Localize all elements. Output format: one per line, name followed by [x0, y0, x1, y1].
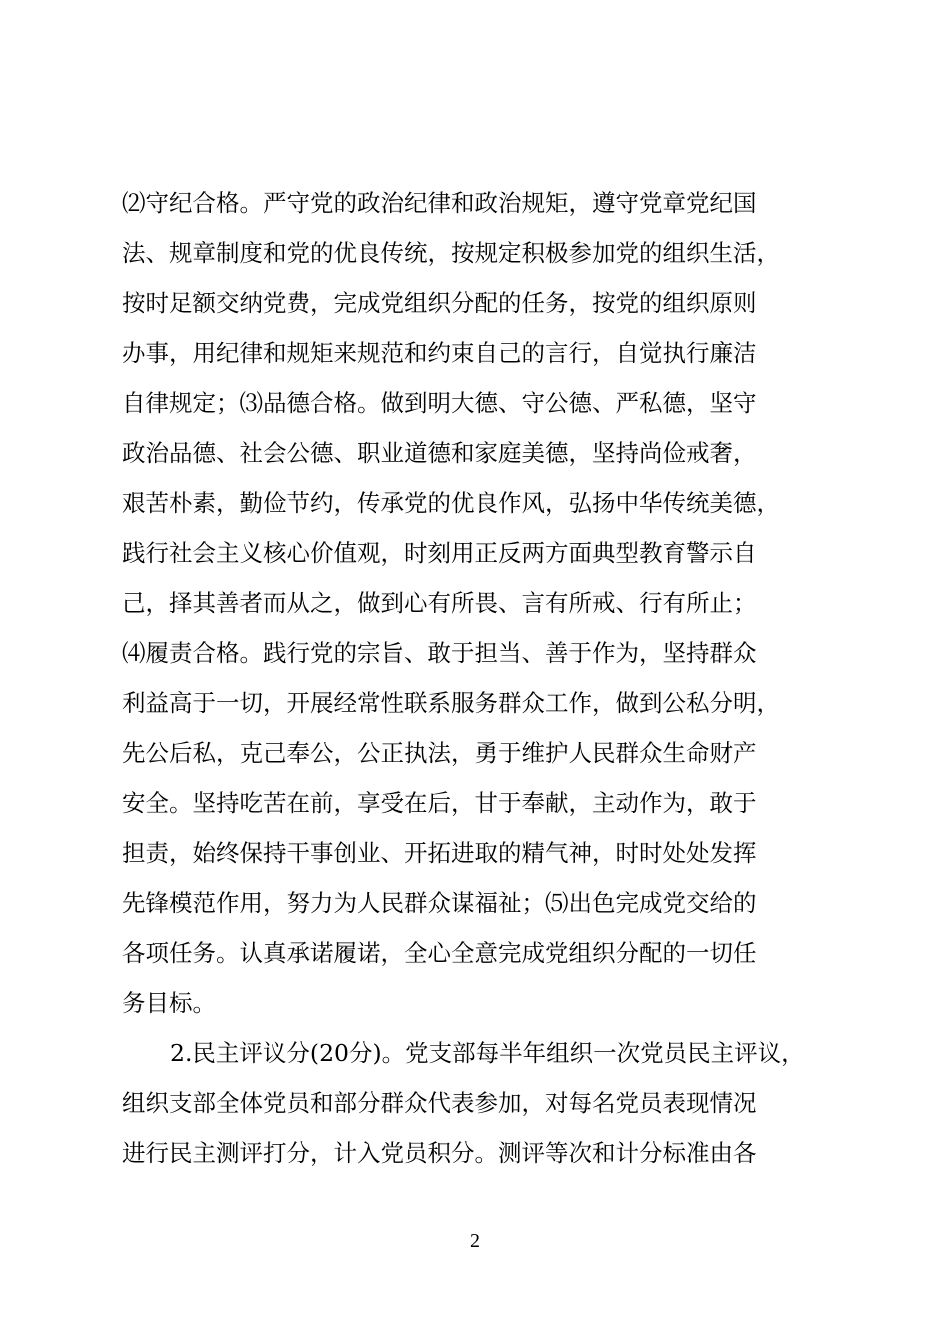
text-line: 安全。坚持吃苦在前，享受在后，甘于奉献，主动作为，敢于 [122, 789, 757, 817]
text-line: 担责，始终保持干事创业、开拓进取的精气神，时时处处发挥 [122, 839, 757, 867]
text-line: 法、规章制度和党的优良传统，按规定积极参加党的组织生活， [122, 239, 780, 267]
text-line: 进行民主测评打分，计入党员积分。测评等次和计分标准由各 [122, 1139, 757, 1167]
text-line: 务目标。 [122, 989, 216, 1017]
text-line: 先锋模范作用，努力为人民群众谋福祉；⑸出色完成党交给的 [122, 889, 757, 917]
text-line: 办事，用纪律和规矩来规范和约束自己的言行，自觉执行廉洁 [122, 339, 757, 367]
text-line: ⑷履责合格。践行党的宗旨、敢于担当、善于作为，坚持群众 [122, 639, 757, 667]
text-line: 按时足额交纳党费，完成党组织分配的任务，按党的组织原则 [122, 289, 757, 317]
text-line: 自律规定；⑶品德合格。做到明大德、守公德、严私德，坚守 [122, 389, 757, 417]
text-line: 政治品德、社会公德、职业道德和家庭美德，坚持尚俭戒奢， [122, 439, 757, 467]
section-heading-line: 2.民主评议分(20分)。党支部每半年组织一次党员民主评议， [170, 1039, 805, 1067]
text-line: ⑵守纪合格。严守党的政治纪律和政治规矩，遵守党章党纪国 [122, 189, 757, 217]
text-line: 先公后私，克己奉公，公正执法，勇于维护人民群众生命财产 [122, 739, 757, 767]
text-line: 己，择其善者而从之，做到心有所畏、言有所戒、行有所止； [122, 589, 757, 617]
page-number: 2 [470, 1230, 480, 1252]
text-line: 组织支部全体党员和部分群众代表参加，对每名党员表现情况 [122, 1089, 757, 1117]
text-line: 践行社会主义核心价值观，时刻用正反两方面典型教育警示自 [122, 539, 757, 567]
text-line: 各项任务。认真承诺履诺，全心全意完成党组织分配的一切任 [122, 939, 757, 967]
text-line: 艰苦朴素，勤俭节约，传承党的优良作风，弘扬中华传统美德， [122, 489, 780, 517]
text-line: 利益高于一切，开展经常性联系服务群众工作，做到公私分明， [122, 689, 780, 717]
